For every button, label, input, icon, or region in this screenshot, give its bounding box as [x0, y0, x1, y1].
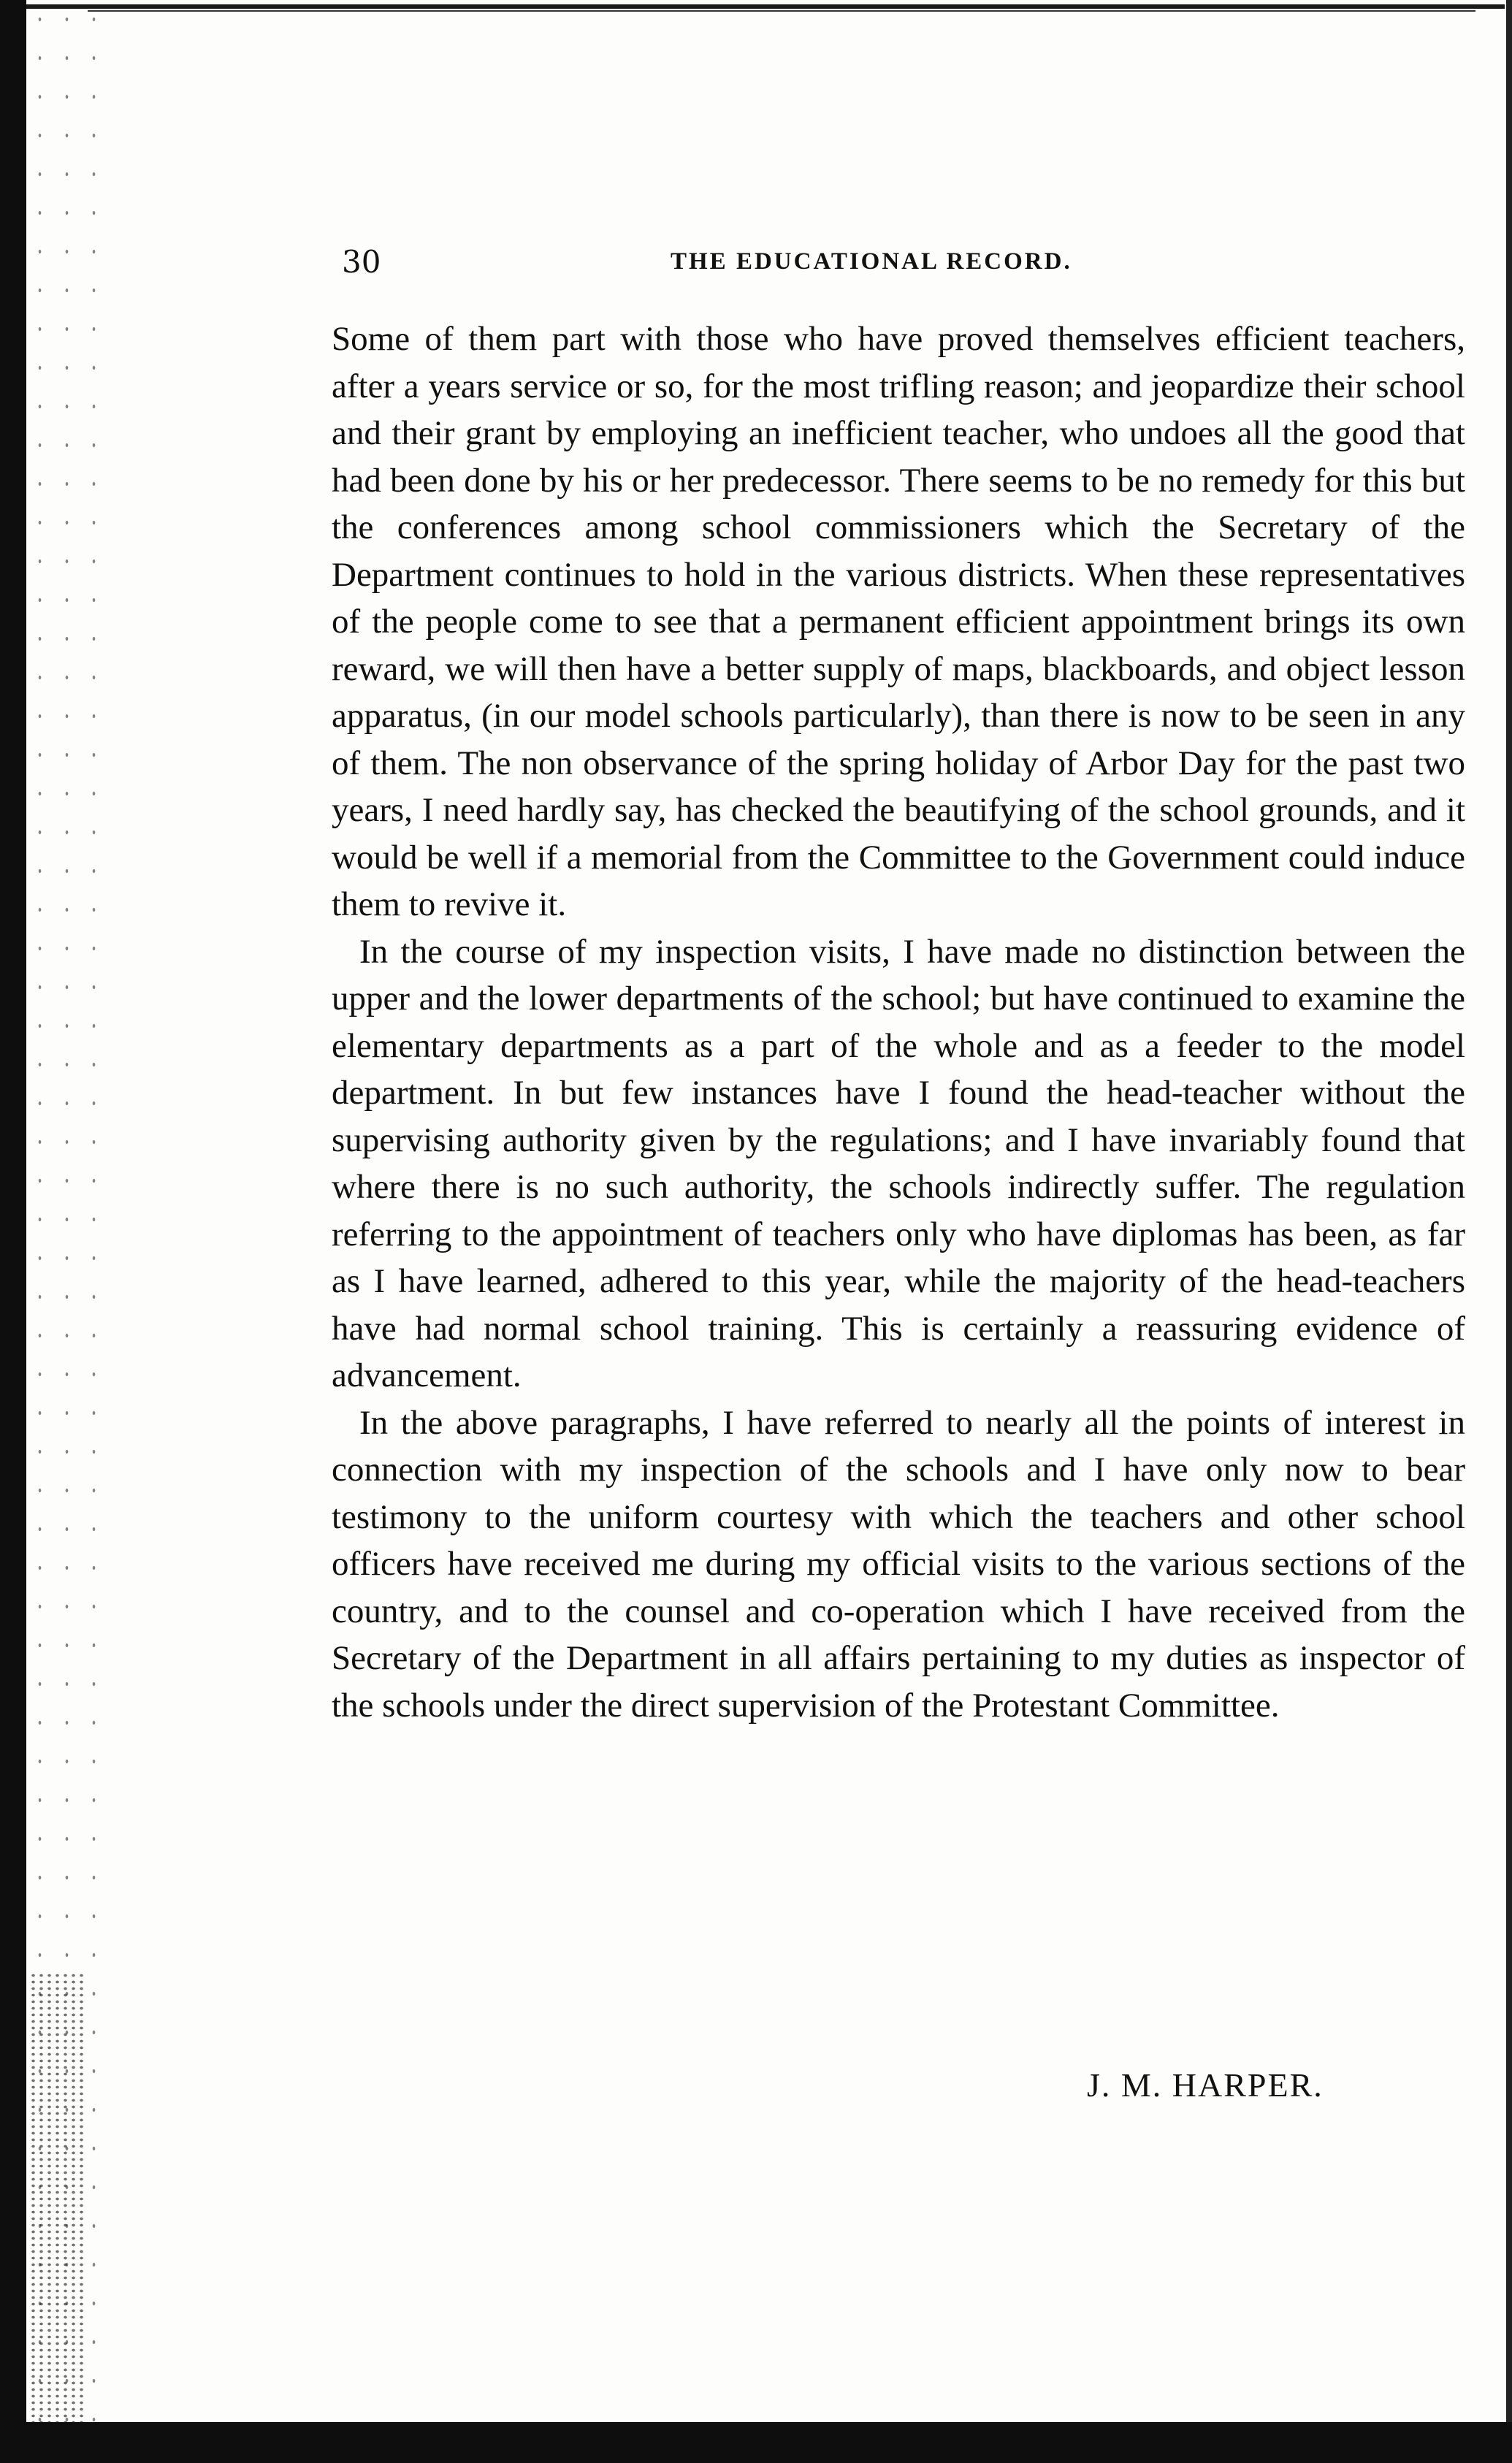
- page-header: [342, 244, 1437, 288]
- paragraph-2: In the course of my inspection visits, I have made no distinction between the upper and the lower departments of the school; but have continued to examine the elementary departments as a part of the whole and as a feeder to the model department. In but few instances have I found the head-teacher without the supervising authority given by the regulations; and I have invariably found that where there is no such authority, the schools indirectly suffer. The regulation referring to the appointment of teachers only who have diplomas has been, as far as I have learned, adhered to this year, while the majority of the head-teachers have had normal school training. This is certainly a reassuring evidence of advancement.: [332, 932, 1465, 1394]
- top-border-thin-rule: [88, 10, 1475, 12]
- paragraph-1: Some of them part with those who have proved themselves efficient teachers, after a years service or so, for the most trifling reason; and jeopardize their school and their grant by employing an inefficient teacher, who undoes all the good that had been done by his or her predecessor. There seems to be no remedy for this but the conferences among school commissioners which the Secretary of the Department continues to hold in the various districts. When these representatives of the people come to see that a permanent efficient appointment brings its own reward, we will then have a better supply of maps, blackboards, and object lesson apparatus, (in our model schools particularly), than there is now to be seen in any of them. The non observance of the spring holiday of Arbor Day for the past two years, I need hardly say, has checked the beautifying of the school grounds, and it would be well if a memorial from the Committee to the Government could induce them to revive it.: [332, 320, 1465, 923]
- top-border-rule: [15, 4, 1505, 9]
- binding-gutter: [0, 0, 26, 2463]
- right-page-edge: [1506, 0, 1512, 2463]
- running-title: THE EDUCATIONAL RECORD.: [671, 248, 1072, 275]
- scan-noise-left-lower: [29, 1972, 88, 2454]
- bottom-scan-band: [0, 2422, 1512, 2463]
- body-text: [332, 316, 1465, 1729]
- paragraph-3: In the above paragraphs, I have referred to nearly all the points of interest in connection with my inspection of the schools and I have only now to bear testimony to the uniform courtesy with which the teachers and other school officers have received me during my official visits to the various sections of the country, and to the counsel and co-operation which I have received from the Secretary of the Department in all affairs pertaining to my duties as inspector of the schools under the direct supervision of the Protestant Committee.: [332, 1403, 1465, 1725]
- signature: J. M. HARPER.: [1087, 2066, 1324, 2104]
- page-number: 30: [342, 244, 381, 280]
